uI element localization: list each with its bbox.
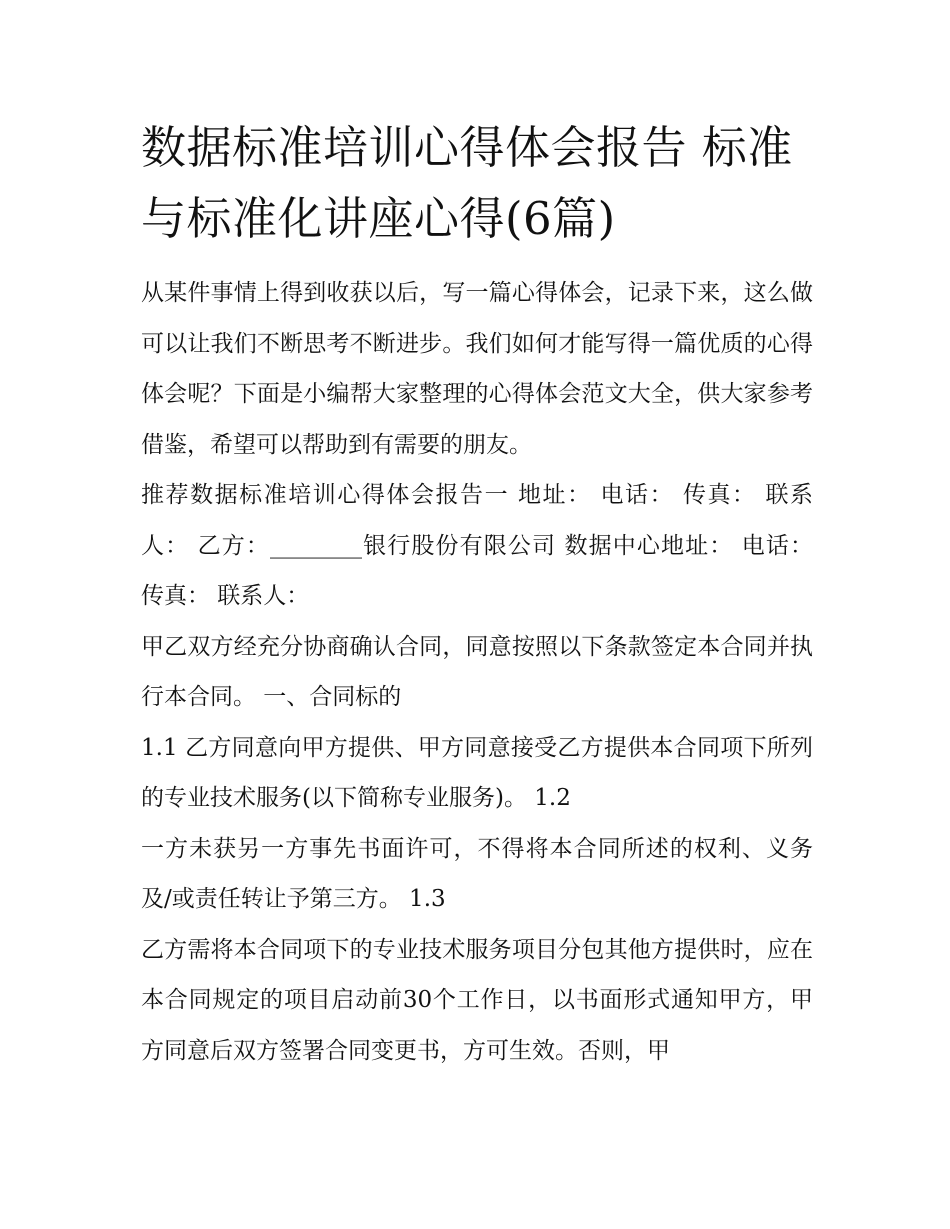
- paragraph-intro: 从某件事情上得到收获以后，写一篇心得体会，记录下来，这么做可以让我们不断思考不断进步。我们如何才能写得一篇优质的心得体会呢？下面是小编帮大家整理的心得体会范文大全，供大家参考借鉴，希望可以帮助到有需要的朋友。: [141, 280, 813, 458]
- paragraph-clause-1-3: 乙方需将本合同项下的专业技术服务项目分包其他方提供时，应在本合同规定的项目启动前30个工作日，以书面形式通知甲方，甲方同意后双方签署合同变更书，方可生效。否则，甲: [141, 936, 813, 1064]
- paragraph-parties: 推荐数据标准培训心得体会报告一 地址： 电话： 传真： 联系人： 乙方：________银行股份有限公司 数据中心地址： 电话： 传真： 联系人：: [141, 482, 813, 609]
- document-title: 数据标准培训心得体会报告 标准与标准化讲座心得(6篇): [141, 121, 793, 245]
- document-body: [141, 112, 813, 1076]
- paragraph-agreement: 甲乙双方经充分协商确认合同，同意按照以下条款签定本合同并执行本合同。 一、合同标的: [141, 633, 813, 710]
- paragraph-clause-1-2: 一方未获另一方事先书面许可，不得将本合同所述的权利、义务及/或责任转让予第三方。 1.3: [141, 835, 813, 912]
- paragraph-clause-1-1: 1.1 乙方同意向甲方提供、甲方同意接受乙方提供本合同项下所列的专业技术服务(以下简称专业服务)。 1.2: [141, 734, 813, 811]
